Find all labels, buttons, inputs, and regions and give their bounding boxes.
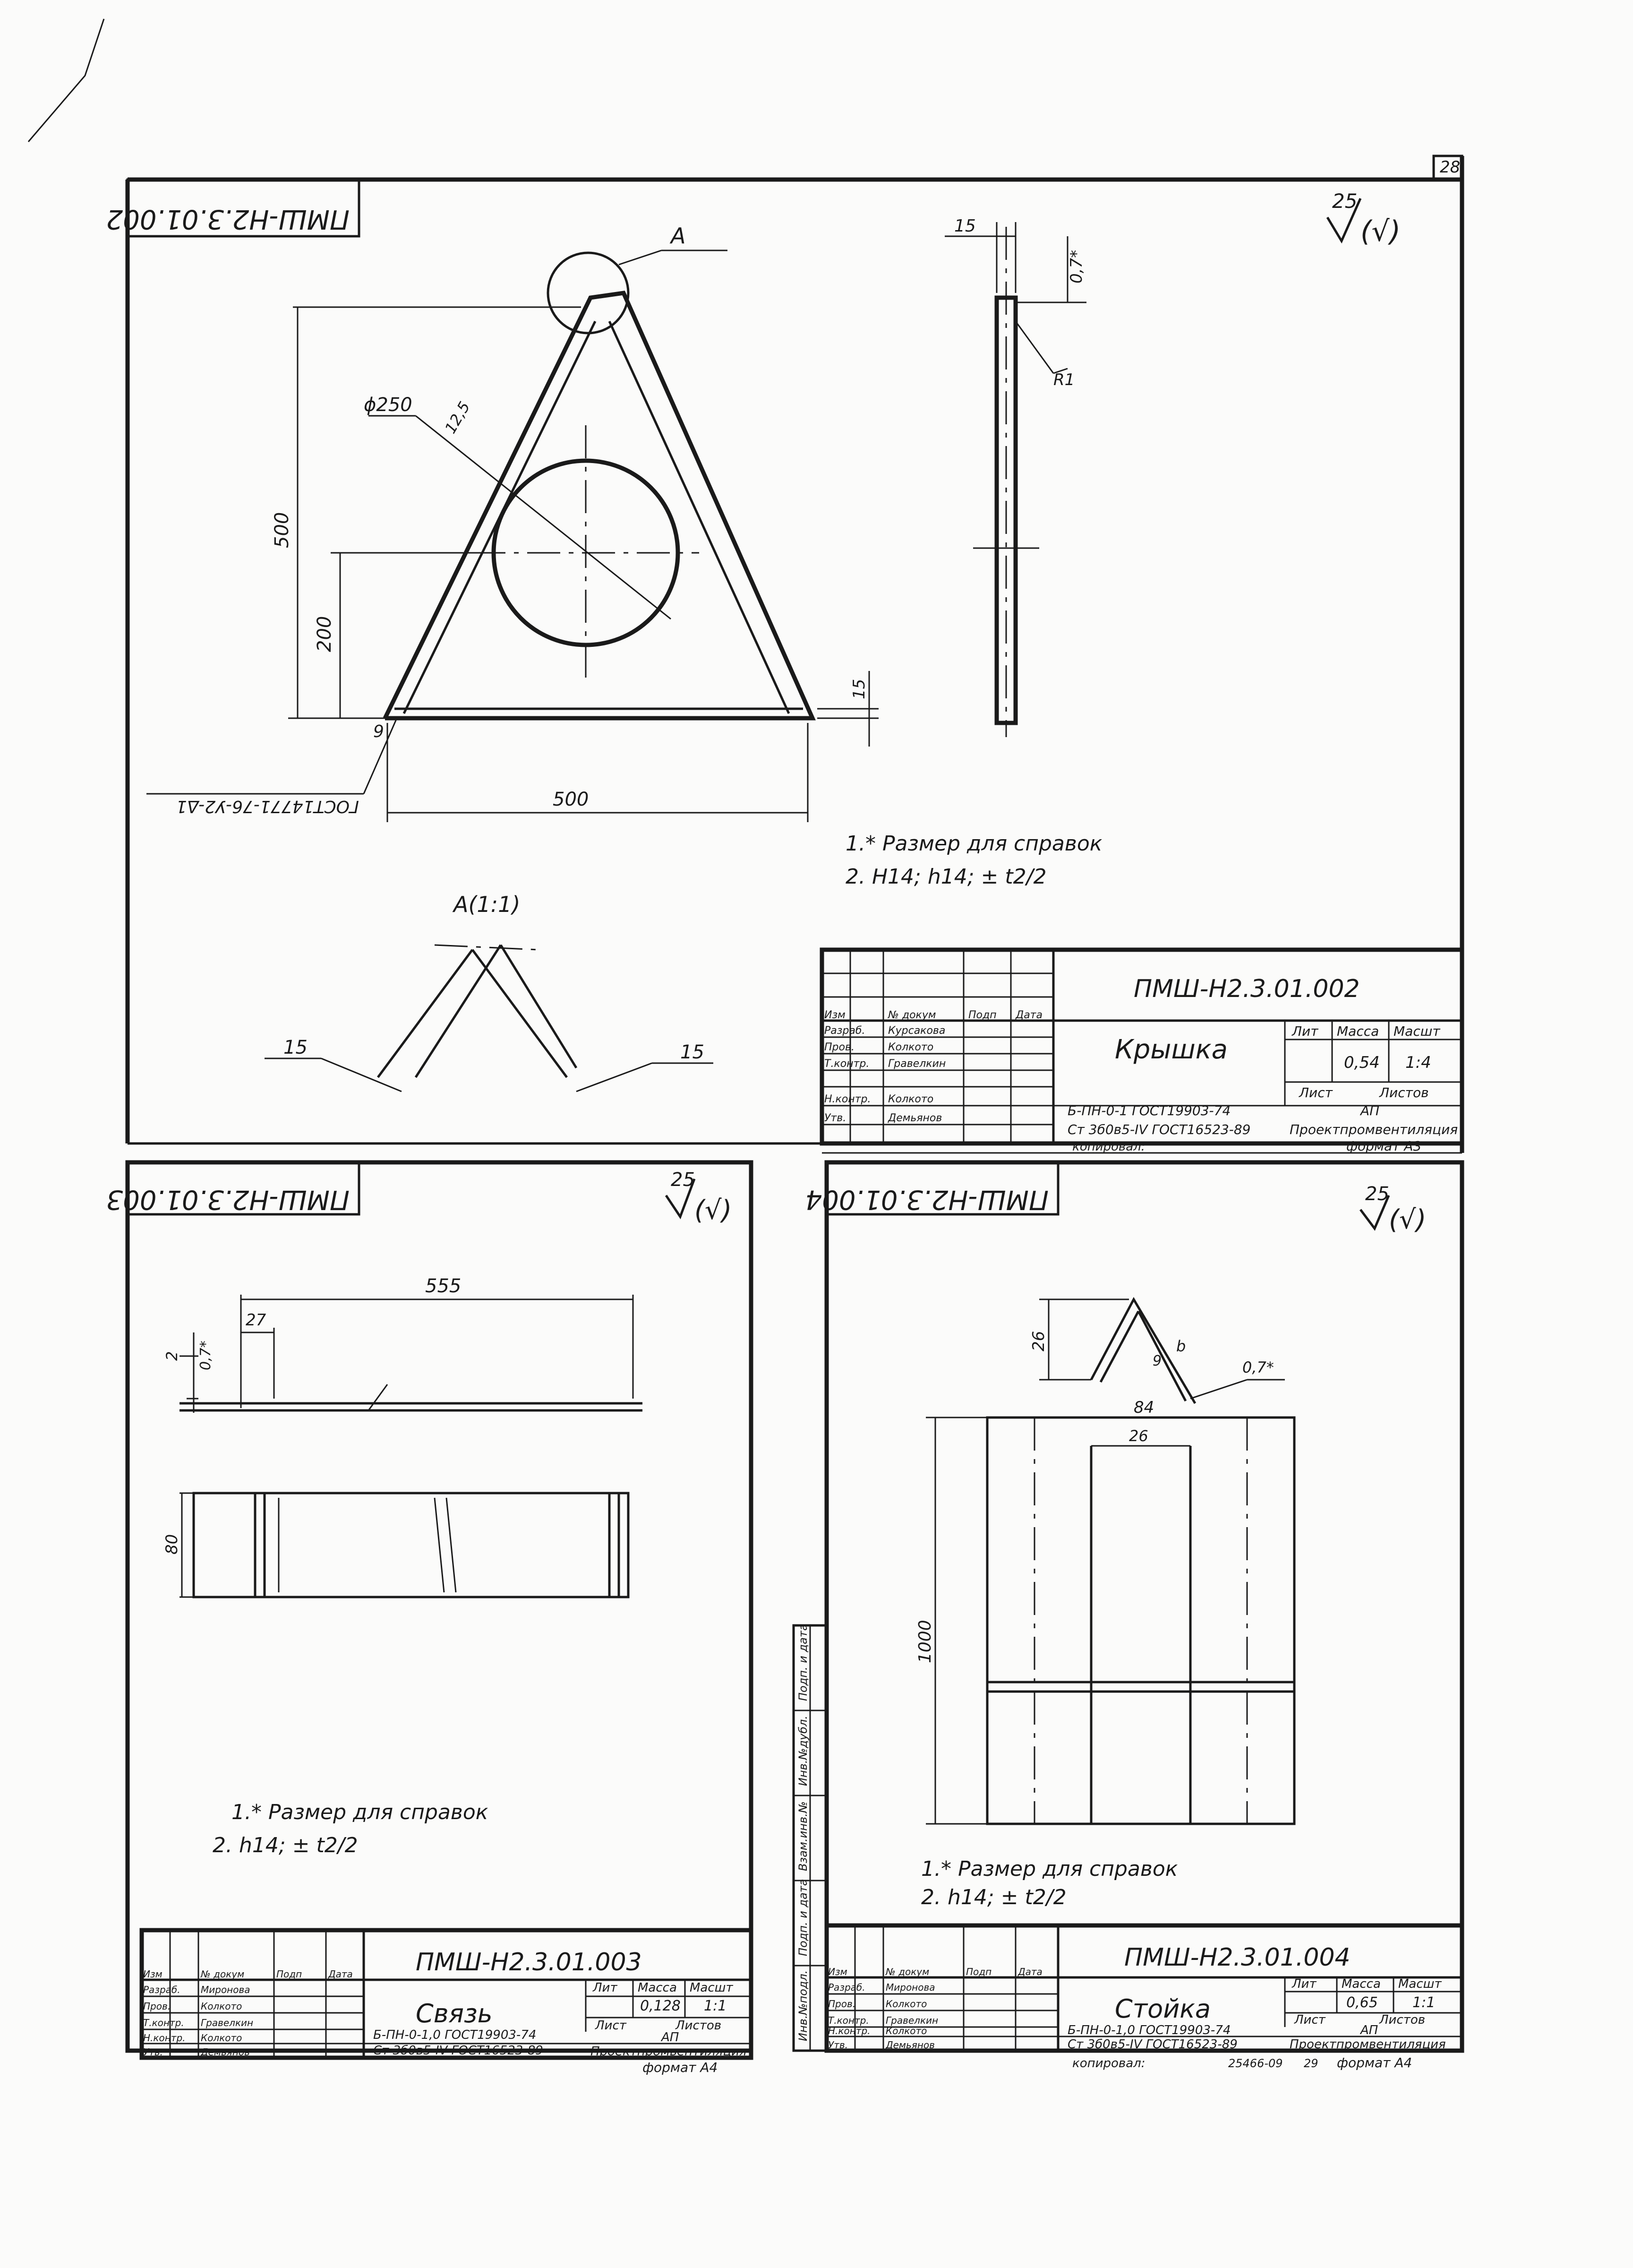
title-004-mass: 0,65: [1346, 1994, 1378, 2011]
title-004-name-2: Колкото: [886, 1998, 927, 2010]
side-stamp-4: Инв.№дубл.: [796, 1716, 810, 1786]
title-002-name-3: Гравелкин: [888, 1058, 946, 1070]
title-002-name-2: Колкото: [888, 1041, 934, 1053]
side-thickness: 15: [954, 216, 976, 236]
side-stamp-1: Инв.№подл.: [796, 1970, 810, 2041]
title-003-role-1: Разраб.: [143, 1984, 180, 1995]
title-002-h-sign: Подп: [968, 1009, 997, 1021]
detail-label-a: А: [671, 223, 686, 249]
title-004-role-3: Т.контр.: [828, 2015, 869, 2026]
detail-left: 15: [283, 1037, 308, 1058]
detail-right: 15: [680, 1041, 704, 1063]
dim-base-002-text: 500: [553, 789, 589, 810]
side-offset: 0,7*: [1067, 249, 1086, 284]
note-003-1: 1.* Размер для справок: [231, 1800, 488, 1824]
title-004-h-date: Дата: [1018, 1966, 1043, 1977]
title-004-code: ПМШ-Н2.3.01.004: [1124, 1943, 1351, 1972]
title-003-name-2: Колкото: [201, 2001, 242, 2012]
title-002-sheet-h: Лист: [1299, 1085, 1333, 1100]
title-004-name-5: Демьянов: [886, 2039, 935, 2051]
title-002-role-1: Разраб.: [824, 1025, 865, 1037]
title-002-mass: 0,54: [1344, 1053, 1380, 1072]
title-002-name-4: Колкото: [888, 1093, 934, 1105]
roughness-004-value: 25: [1365, 1183, 1389, 1205]
title-003-mass-h: Масса: [638, 1981, 677, 1995]
title-003-name: Связь: [416, 1999, 493, 2028]
format-003: формат А4: [642, 2060, 718, 2075]
page-number: 28: [1440, 158, 1461, 177]
side-stamp-3: Взам.инв.№: [796, 1801, 810, 1871]
code-tag-004-text: ПМШ-Н2.3.01.004: [805, 1184, 1049, 1215]
note-002-1: 1.* Размер для справок: [846, 832, 1103, 856]
title-003-role-4: Н.контр.: [143, 2032, 186, 2044]
title-002-h-change: Изм: [824, 1009, 846, 1021]
title-002-lit: АП: [1360, 1103, 1380, 1118]
title-004-role-2: Пров.: [828, 1998, 856, 2010]
title-004-scale-h: Масшт: [1398, 1977, 1442, 1991]
roughness-002-value: 25: [1332, 189, 1358, 213]
title-004-role-1: Разраб.: [828, 1982, 865, 1993]
title-002-lit-h: Лит: [1292, 1023, 1318, 1039]
title-003-lit-h: Лит: [593, 1981, 617, 1995]
post-developed-width: 84: [1134, 1398, 1154, 1417]
title-002-sheets-h: Листов: [1379, 1085, 1429, 1100]
post-face-width: 26: [1129, 1427, 1148, 1445]
title-003-scale-h: Масшт: [690, 1981, 733, 1995]
title-004-h-sign: Подп: [966, 1966, 992, 1977]
strap-width: 80: [162, 1534, 181, 1555]
note-002-2: 2. Н14; h14; ± t2/2: [846, 865, 1047, 889]
dim-thickness-002-text: 15: [850, 679, 869, 699]
title-002-name: Крышка: [1115, 1034, 1228, 1065]
post-angle: 9: [1153, 1353, 1162, 1369]
title-003-mass: 0,128: [640, 1998, 681, 2014]
title-002-role-3: Т.контр.: [824, 1058, 870, 1070]
title-004-lit: АП: [1360, 2023, 1378, 2037]
weld-spec: ГОСТ14771-76-У2-Δ1: [176, 797, 359, 816]
title-003-role-3: Т.контр.: [143, 2017, 184, 2028]
format-002: формат А3: [1346, 1138, 1422, 1154]
side-stamp-5: Подп. и дата: [796, 1624, 810, 1701]
title-004-role-4: Н.контр.: [828, 2025, 871, 2036]
title-003-code: ПМШ-Н2.3.01.003: [416, 1948, 642, 1976]
doc-footer-number: 25466-09: [1228, 2057, 1283, 2070]
title-004-name-3: Гравелкин: [886, 2015, 939, 2026]
title-003-role-5: Утв.: [143, 2046, 163, 2058]
title-004-role-5: Утв.: [828, 2039, 848, 2051]
copied-by-004: копировал:: [1072, 2056, 1146, 2070]
title-003-material-2: Ст 3б0в5-IV ГОСТ16523-89: [373, 2044, 543, 2058]
title-004-material-2: Ст 3б0в5-IV ГОСТ16523-89: [1068, 2037, 1238, 2052]
strap-offset: 27: [246, 1311, 266, 1330]
title-004-org: Проектпромвентиляция: [1290, 2037, 1446, 2052]
title-004-mass-h: Масса: [1342, 1977, 1381, 1991]
title-002-h-docno: № докум: [888, 1009, 936, 1021]
title-003-name-1: Миронова: [201, 1984, 250, 1995]
detail-view-label: А(1:1): [453, 892, 521, 917]
side-stamp-2: Подп. и дата: [796, 1879, 810, 1956]
code-tag-002-text: ПМШ-Н2.3.01.002: [106, 204, 350, 234]
title-003-name-3: Гравелкин: [201, 2017, 254, 2028]
title-002-code: ПМШ-Н2.3.01.002: [1134, 975, 1360, 1003]
title-002-scale-h: Масшт: [1394, 1023, 1440, 1039]
title-002-role-4: Н.контр.: [824, 1093, 871, 1105]
post-profile-height: 26: [1029, 1331, 1048, 1351]
title-004-name-4: Колкото: [886, 2025, 927, 2036]
title-004-name-1: Миронова: [886, 1982, 935, 1993]
title-002-material-1: Б-ПН-0-1 ГОСТ19903-74: [1068, 1103, 1231, 1118]
doc-footer-sheet: 29: [1304, 2057, 1318, 2070]
title-002-mass-h: Масса: [1337, 1023, 1379, 1039]
title-003-h-sign: Подп: [276, 1968, 302, 1980]
post-length: 1000: [915, 1620, 935, 1663]
title-004-h-docno: № докум: [886, 1966, 930, 1977]
title-002-h-date: Дата: [1016, 1009, 1043, 1021]
title-003-material-1: Б-ПН-0-1,0 ГОСТ19903-74: [373, 2028, 537, 2042]
post-bend: 0,7*: [1242, 1358, 1274, 1376]
title-004-lit-h: Лит: [1292, 1977, 1317, 1991]
code-tag-003-text: ПМШ-Н2.3.01.003: [106, 1184, 350, 1215]
title-003-org: Проектпромвентиляция: [590, 2045, 747, 2059]
title-003-scale: 1:1: [704, 1998, 727, 2014]
dim-center-002-text: 200: [314, 616, 335, 652]
roughness-003-value: 25: [671, 1169, 695, 1191]
roughness-002-suffix: (√): [1360, 215, 1401, 248]
title-002-name-1: Курсакова: [888, 1025, 946, 1037]
title-004-sheets-h: Листов: [1379, 2013, 1426, 2027]
title-002-role-5: Утв.: [824, 1112, 846, 1124]
post-b-label: b: [1176, 1337, 1186, 1355]
hole-diameter: ϕ250: [364, 394, 412, 416]
title-002-material-2: Ст 3б0в5-IV ГОСТ16523-89: [1068, 1122, 1251, 1137]
title-003-name-4: Колкото: [201, 2032, 242, 2044]
title-004-h-change: Изм: [828, 1966, 847, 1977]
format-004: формат А4: [1337, 2055, 1412, 2070]
title-003-sheets-h: Листов: [675, 2019, 722, 2033]
title-003-lit: АП: [661, 2030, 679, 2045]
side-radius: R1: [1053, 370, 1075, 389]
title-003-h-change: Изм: [143, 1968, 162, 1980]
dim-height-002-text: 500: [271, 512, 293, 548]
title-004-sheet-h: Лист: [1294, 2013, 1325, 2027]
title-003-role-2: Пров.: [143, 2001, 171, 2012]
strap-bend: 0,7*: [197, 1340, 214, 1370]
note-004-2: 2. h14; ± t2/2: [921, 1885, 1067, 1909]
note-004-1: 1.* Размер для справок: [921, 1857, 1178, 1881]
title-004-material-1: Б-ПН-0-1,0 ГОСТ19903-74: [1068, 2023, 1231, 2037]
title-002-org: Проектпромвентиляция: [1290, 1122, 1458, 1137]
copied-by-002: копировал:: [1072, 1140, 1146, 1154]
weld-size: 9: [373, 722, 384, 741]
title-003-h-date: Дата: [328, 1968, 353, 1980]
strap-length: 555: [425, 1275, 462, 1297]
note-003-2: 2. h14; ± t2/2: [213, 1833, 358, 1857]
title-004-name: Стойка: [1115, 1994, 1211, 2024]
title-003-name-5: Демьянов: [201, 2046, 250, 2058]
title-002-name-5: Демьянов: [888, 1112, 942, 1124]
roughness-004-suffix: (√): [1389, 1204, 1427, 1235]
title-003-h-docno: № докум: [201, 1968, 245, 1980]
roughness-003-suffix: (√): [694, 1195, 732, 1226]
title-004-scale: 1:1: [1412, 1994, 1436, 2011]
title-003-sheet-h: Лист: [595, 2019, 626, 2033]
title-002-role-2: Пров.: [824, 1041, 855, 1053]
title-002-scale: 1:4: [1405, 1053, 1431, 1072]
hole-roughness: 12,5: [441, 398, 474, 437]
strap-thickness: 2: [163, 1351, 181, 1361]
